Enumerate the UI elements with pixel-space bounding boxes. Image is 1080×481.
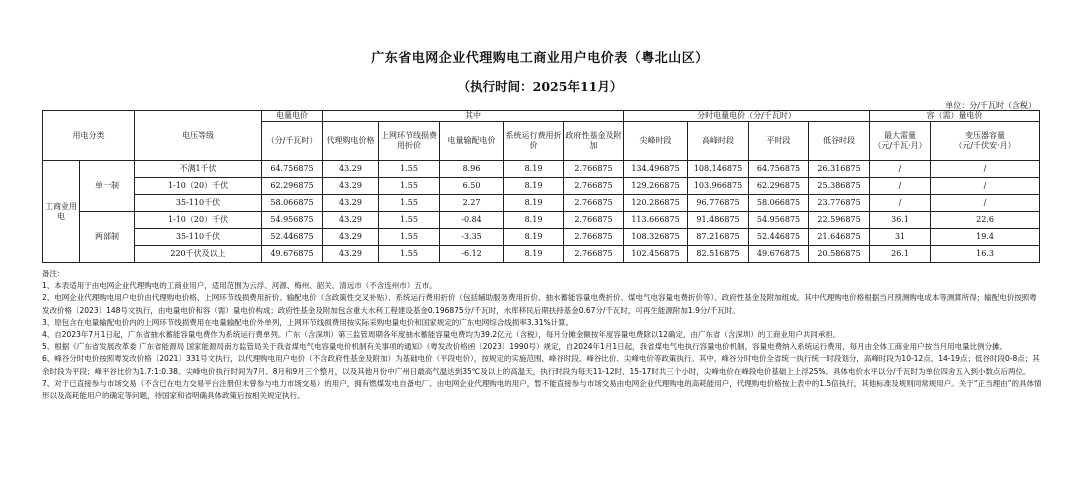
- cell-purchase: 43.29: [323, 195, 379, 212]
- header-transformer-unit: （元/千伏安·月）: [954, 141, 1016, 150]
- cell-peak-top: 102.456875: [624, 246, 688, 263]
- cell-peak-top: 113.666875: [624, 212, 688, 229]
- cell-sysop: 8.19: [504, 195, 564, 212]
- header-valley: 低谷时段: [809, 122, 870, 161]
- note-item: 6、峰谷分时电价按照粤发改价格〔2021〕331号文执行，以代理购电用户电价（不含政府性基金及附加）为基础电价（平段电价），按规定的实施范围、峰谷时段、峰谷比价、尖峰电价等政策执行。其中，峰谷分时电价全省统一执行统一时段划分，高峰时段为10-12点、14-19点；低谷时段0-8点；其余时段为平段；峰平谷比价为1.7:1:0.38。尖峰电价执行时间为7月、8月和9月三个整月，以及其他月份中广州日最高气温达到35℃及以上的高温天，执行时段为每天11-12时、15-17时共三个小时，尖峰电价在峰段电价基础上上浮25%。具体电价水平以分/千瓦时为单位四舍五入到小数点后两位。: [42, 354, 1040, 376]
- cell-demand: 36.1: [870, 212, 931, 229]
- header-purchase: 代理购电价格: [323, 122, 379, 161]
- header-transmission: 电量输配电价: [440, 122, 504, 161]
- page-title: 广东省电网企业代理购电工商业用户电价表（粤北山区）: [371, 51, 709, 66]
- page-subtitle: （执行时间：2025年11月）: [457, 79, 623, 94]
- cell-peak: 91.486875: [688, 212, 749, 229]
- cell-flat: 62.296875: [749, 178, 809, 195]
- cell-purchase: 43.29: [323, 229, 379, 246]
- cell-flat: 49.676875: [749, 246, 809, 263]
- header-energy-price: 电量电价: [262, 111, 323, 122]
- cell-sysop: 8.19: [504, 161, 564, 178]
- price-table: [42, 110, 1040, 263]
- cell-energy: 52.446875: [262, 229, 323, 246]
- cell-voltage: 1-10（20）千伏: [135, 212, 262, 229]
- note-heading: 备注：: [42, 269, 65, 278]
- header-of-which: 其中: [323, 111, 624, 122]
- cell-loss: 1.55: [379, 161, 440, 178]
- cell-peak: 103.966875: [688, 178, 749, 195]
- cell-purchase: 43.29: [323, 161, 379, 178]
- header-category: 用电分类: [43, 111, 135, 161]
- note-item: 2、电网企业代理购电用户电价由代理购电价格、上网环节线损费用折价、输配电价（含政策性交叉补贴）、系统运行费用折价（包括辅助服务费用折价、抽水蓄能容量电费折价、煤电气电容量电费折价等）、政府性基金及附加组成。其中代理购电价格根据当月预测购电成本等测算所得；输配电价按照粤发改价格〔2023〕148号文执行，由电量电价和容（需）量电价构成；政府性基金及附加包含重大水利工程建设基金0.196875分/千瓦时，水库移民后期扶持基金0.67分/千瓦时，可再生能源附加1.9分/千瓦时。: [42, 293, 1037, 315]
- cell-fund: 2.766875: [564, 178, 624, 195]
- cell-demand: /: [870, 178, 931, 195]
- cell-trans: 6.50: [440, 178, 504, 195]
- cell-peak-top: 129.266875: [624, 178, 688, 195]
- cell-sysop: 8.19: [504, 229, 564, 246]
- cell-transformer: /: [931, 161, 1040, 178]
- cell-valley: 23.776875: [809, 195, 870, 212]
- notes: [42, 268, 1042, 402]
- cell-transformer: /: [931, 195, 1040, 212]
- cell-trans: 8.96: [440, 161, 504, 178]
- cell-purchase: 43.29: [323, 246, 379, 263]
- cell-loss: 1.55: [379, 195, 440, 212]
- cell-sysop: 8.19: [504, 246, 564, 263]
- cell-energy: 58.066875: [262, 195, 323, 212]
- table-row: [43, 195, 1040, 212]
- cell-voltage: 不满1千伏: [135, 161, 262, 178]
- group-dual: 两部制: [80, 212, 135, 263]
- note-item: 7、对于已直接参与市场交易（不含已在电力交易平台注册但未曾参与电力市场交易）的用户，拥有燃煤发电自备电厂、由电网企业代理购电的用户，暂不能直接参与市场交易由电网企业代理购电的高耗能用户，代理购电价格按上表中的1.5倍执行，其他标准及规则同常规用户。关于“正当理由”的具体情形以及高耗能用户的确定等问题，待国家和省明确具体政策后按相关规定执行。: [42, 378, 1042, 401]
- cell-fund: 2.766875: [564, 229, 624, 246]
- cell-purchase: 43.29: [323, 178, 379, 195]
- table-row: [43, 161, 1040, 178]
- cell-demand: /: [870, 195, 931, 212]
- cell-trans: 2.27: [440, 195, 504, 212]
- cell-trans: -6.12: [440, 246, 504, 263]
- note-item: 3、原包含在电量输配电价内的上网环节线损费用在电量输配电价外单列，上网环节线损费用按实际采购电量电价和国家规定的广东电网综合线损率3.31%计算。: [42, 317, 574, 327]
- cell-voltage: 220千伏及以上: [135, 246, 262, 263]
- cell-demand: 31: [870, 229, 931, 246]
- cell-demand: /: [870, 161, 931, 178]
- cell-loss: 1.55: [379, 178, 440, 195]
- note-item: 5、根据《广东省发展改革委 广东省能源局 国家能源局南方监管局关于我省煤电气电容量电价机制有关事项的通知》（粤发改价格函〔2023〕1990号）规定，自2024年1月1日起，我省煤电气电执行容量电价机制，容量电费纳入系统运行费用，每月由全体工商业用户按当月用电量比例分摊。: [42, 342, 1008, 352]
- cell-peak: 96.776875: [688, 195, 749, 212]
- header-flat: 平时段: [749, 122, 809, 161]
- table-row: [43, 212, 1040, 229]
- cell-energy: 49.676875: [262, 246, 323, 263]
- table-row: [43, 246, 1040, 263]
- cell-valley: 25.386875: [809, 178, 870, 195]
- cell-transformer: 16.3: [931, 246, 1040, 263]
- cell-purchase: 43.29: [323, 212, 379, 229]
- cell-flat: 52.446875: [749, 229, 809, 246]
- cell-voltage: 35-110千伏: [135, 229, 262, 246]
- cell-loss: 1.55: [379, 229, 440, 246]
- header-peak-top: 尖峰时段: [624, 122, 688, 161]
- note-item: 4、自2023年7月1日起，广东省抽水蓄能容量电费作为系统运行费单列。广东（含深圳）第三监管周期各年度抽水蓄能容量电费均为39.2亿元（含税），每月分摊金额按年度容量电费除以12确定，由广东省（含深圳）的工商业用户共同承担。: [42, 330, 841, 340]
- cell-peak-top: 120.286875: [624, 195, 688, 212]
- note-item: 1、本表适用于由电网企业代理购电的工商业用户，适用范围为云浮、河源、梅州、韶关、清远市（不含连州市）五市。: [42, 281, 437, 291]
- header-gov-fund: 政府性基金及附加: [564, 122, 624, 161]
- cell-fund: 2.766875: [564, 246, 624, 263]
- cell-peak-top: 108.326875: [624, 229, 688, 246]
- header-transformer: [931, 122, 1040, 161]
- header-tou: 分时电量电价（分/千瓦时）: [624, 111, 870, 122]
- header-energy-unit: （分/千瓦时）: [262, 122, 323, 161]
- table-row: [43, 178, 1040, 195]
- header-voltage: 电压等级: [135, 111, 262, 161]
- cell-demand: 26.1: [870, 246, 931, 263]
- cell-loss: 1.55: [379, 246, 440, 263]
- header-line-loss: 上网环节线损费用折价: [379, 122, 440, 161]
- cell-flat: 58.066875: [749, 195, 809, 212]
- cell-energy: 54.956875: [262, 212, 323, 229]
- header-max-demand-title: 最大需量: [884, 131, 917, 140]
- header-max-demand: [870, 122, 931, 161]
- cell-sysop: 8.19: [504, 212, 564, 229]
- group-single: 单一制: [80, 161, 135, 212]
- cell-peak-top: 134.496875: [624, 161, 688, 178]
- cell-trans: -0.84: [440, 212, 504, 229]
- cell-peak: 87.216875: [688, 229, 749, 246]
- cell-energy: 62.296875: [262, 178, 323, 195]
- cell-valley: 21.646875: [809, 229, 870, 246]
- cell-valley: 20.586875: [809, 246, 870, 263]
- header-transformer-title: 变压器容量: [965, 131, 1006, 140]
- header-capacity: 容（需）量电价: [870, 111, 1040, 122]
- cell-peak: 108.146875: [688, 161, 749, 178]
- cell-fund: 2.766875: [564, 195, 624, 212]
- cell-sysop: 8.19: [504, 178, 564, 195]
- cell-fund: 2.766875: [564, 161, 624, 178]
- cell-voltage: 1-10（20）千伏: [135, 178, 262, 195]
- cell-valley: 22.596875: [809, 212, 870, 229]
- category-main: 工商业用电: [43, 161, 80, 263]
- cell-transformer: /: [931, 178, 1040, 195]
- cell-transformer: 22.6: [931, 212, 1040, 229]
- cell-flat: 64.756875: [749, 161, 809, 178]
- header-peak: 高峰时段: [688, 122, 749, 161]
- unit-label: 单位：分/千瓦时（含税）: [945, 101, 1036, 110]
- cell-voltage: 35-110千伏: [135, 195, 262, 212]
- header-max-demand-unit: （元/千瓦·月）: [873, 141, 927, 150]
- cell-peak: 82.516875: [688, 246, 749, 263]
- header-system-op: 系统运行费用折价: [504, 122, 564, 161]
- cell-flat: 54.956875: [749, 212, 809, 229]
- cell-energy: 64.756875: [262, 161, 323, 178]
- cell-transformer: 19.4: [931, 229, 1040, 246]
- table-row: [43, 229, 1040, 246]
- cell-valley: 26.316875: [809, 161, 870, 178]
- cell-loss: 1.55: [379, 212, 440, 229]
- cell-fund: 2.766875: [564, 212, 624, 229]
- cell-trans: -3.35: [440, 229, 504, 246]
